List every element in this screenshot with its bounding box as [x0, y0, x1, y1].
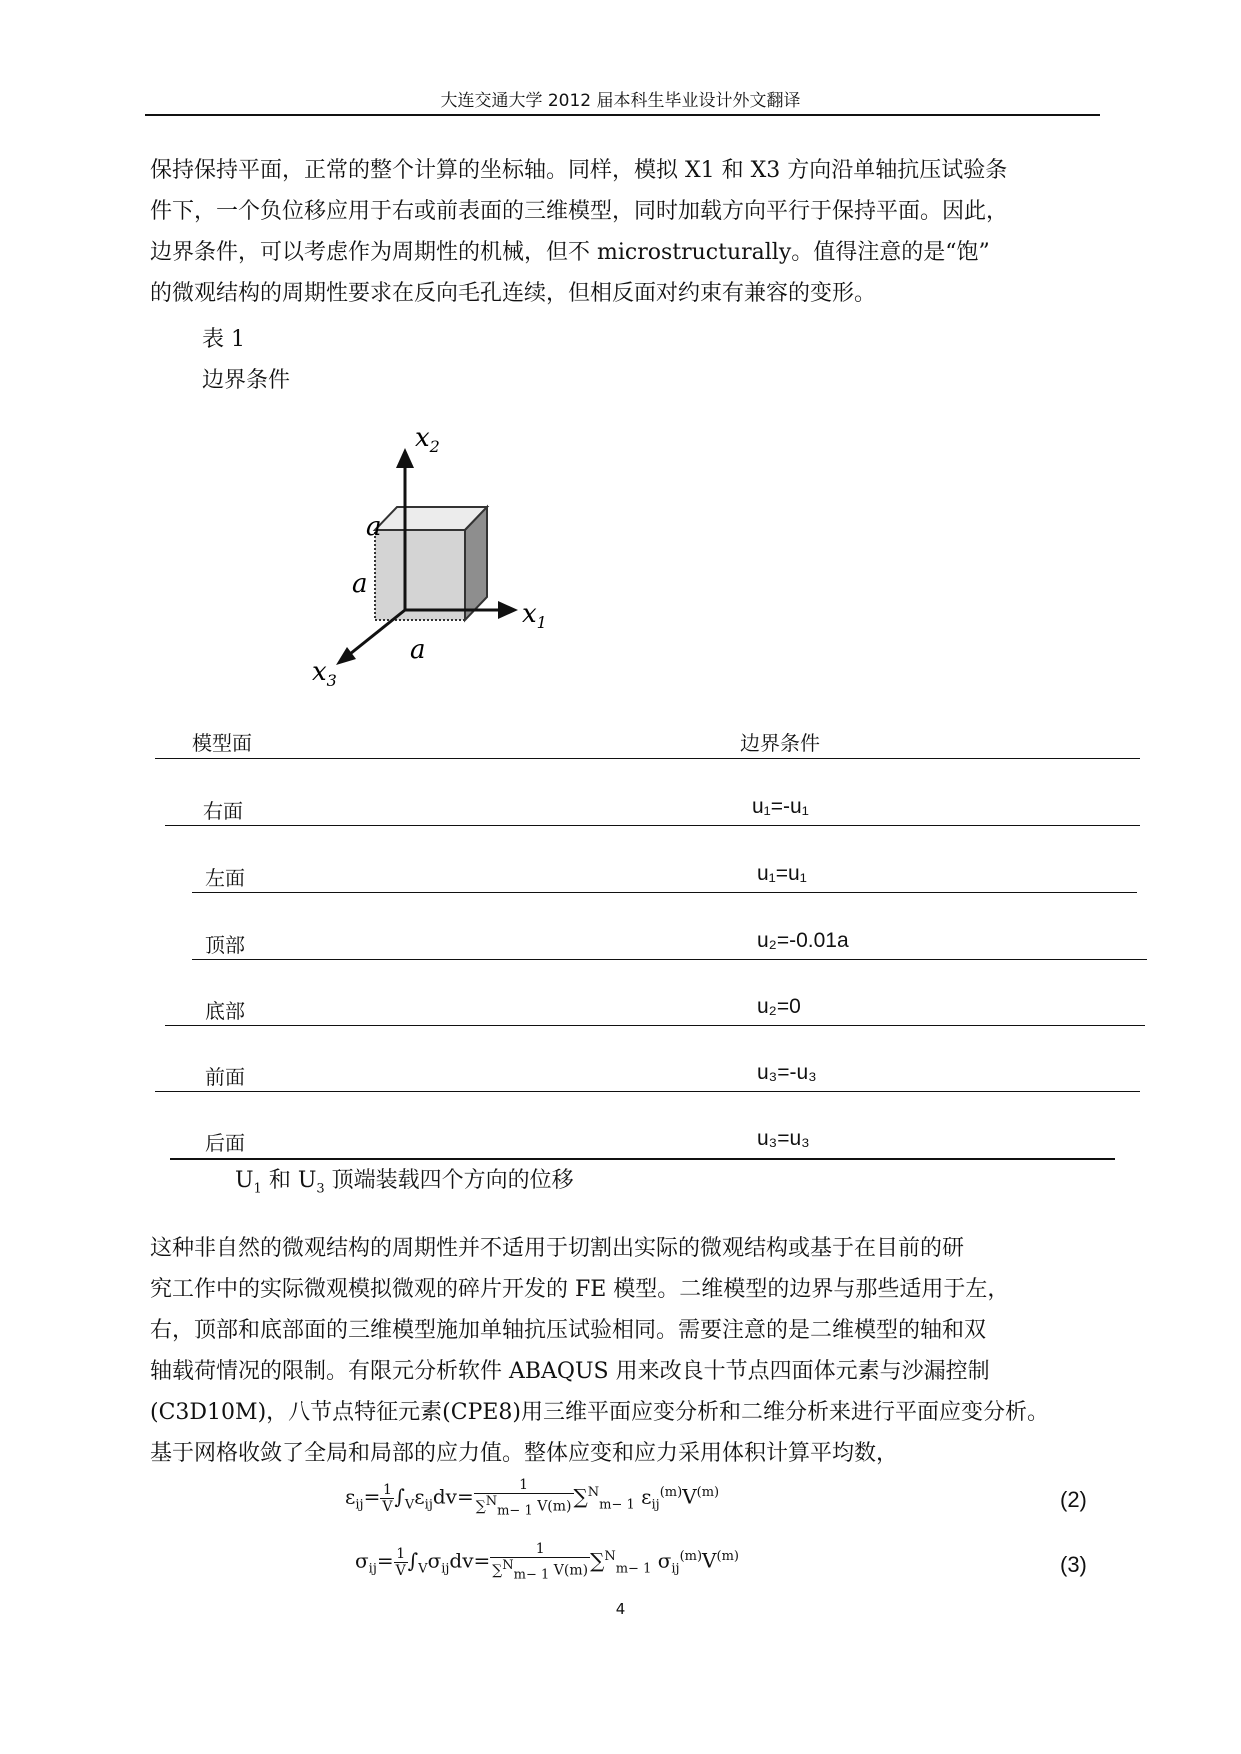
row-face-front: 前面	[205, 1065, 245, 1089]
paragraph-2	[150, 1228, 1100, 1474]
row-rule	[165, 1025, 1145, 1026]
text-line: 边界条件，可以考虑作为周期性的机械，但不 microstructurally。值得注意的是“饱”	[150, 240, 990, 265]
table-number: 表 1	[202, 327, 245, 352]
equation-number-3: (3)	[1060, 1552, 1087, 1577]
row-face-bottom: 底部	[205, 999, 245, 1023]
axis-x2-arrowhead	[396, 448, 414, 468]
cube-figure	[300, 420, 600, 710]
row-face-left: 左面	[205, 866, 245, 890]
table-footnote: $U_1$ 和 $U_3$ 顶端装载四个方向的位移	[235, 1168, 574, 1197]
equation-strain: $\varepsilon_{ij}=$ $\frac{1}{V}$ $\int_V\varepsilon_{ij}dv=$ $\frac{1}{\sum^N_{m- 1} V(m)}$ ∑$^N_{m- 1}$ $\varepsilon_{ij}^{(m)}V^{(m)}$	[345, 1477, 720, 1519]
text-line: 究工作中的实际微观模拟微观的碎片开发的 FE 模型。二维模型的边界与那些适用于左，	[150, 1277, 1010, 1302]
row-face-right: 右面	[203, 799, 243, 823]
text-line: 这种非自然的微观结构的周期性并不适用于切割出实际的微观结构或基于在目前的研	[150, 1236, 965, 1261]
page-header: 大连交通大学 2012 届本科生毕业设计外文翻译	[440, 91, 801, 111]
row-rule	[165, 825, 1140, 826]
row-rule	[192, 959, 1147, 960]
equation-number-2: (2)	[1060, 1487, 1087, 1512]
x3-label: $x_3$	[312, 657, 337, 690]
x2-label: $x_2$	[415, 423, 440, 456]
table-header-face: 模型面	[192, 731, 252, 755]
equation-stress: $\sigma_{ij}=$ $\frac{1}{V}$ $\int_V\sigma_{ij}dv=$ $\frac{1}{\sum^N_{m- 1} V(m)}$ ∑$^N_{m- 1}$ $\sigma_{ij}^{(m)}V^{(m)}$	[355, 1541, 739, 1583]
row-cond-left: u₁=u₁	[757, 862, 807, 885]
x1-label: $x_1$	[522, 599, 547, 632]
row-cond-bottom: u₂=0	[757, 995, 801, 1018]
row-cond-right: u₁=-u₁	[752, 795, 809, 818]
row-rule	[155, 1091, 1140, 1092]
row-cond-front: u₃=-u₃	[757, 1061, 817, 1084]
page-number: 4	[615, 1600, 626, 1618]
edge-label-left: a	[352, 569, 368, 599]
text-line: 基于网格收敛了全局和局部的应力值。整体应变和应力采用体积计算平均数，	[150, 1441, 899, 1466]
cube-front-face	[375, 530, 465, 620]
table-title: 边界条件	[202, 368, 291, 393]
table-bottom-rule	[170, 1158, 1115, 1160]
text-line: 件下，一个负位移应用于右或前表面的三维模型，同时加载方向平行于保持平面。因此，	[150, 199, 1009, 224]
row-face-back: 后面	[205, 1131, 245, 1155]
text-line: 保持保持平面，正常的整个计算的坐标轴。同样，模拟 X1 和 X3 方向沿单轴抗压试验条	[150, 158, 1008, 183]
header-rule	[145, 114, 1100, 116]
text-line: 右，顶部和底部面的三维模型施加单轴抗压试验相同。需要注意的是二维模型的轴和双	[150, 1318, 987, 1343]
row-face-top: 顶部	[205, 933, 245, 957]
axis-x1-arrowhead	[498, 601, 518, 619]
row-rule	[192, 892, 1137, 893]
text-line: 的微观结构的周期性要求在反向毛孔连续，但相反面对约束有兼容的变形。	[150, 281, 877, 306]
text-line: (C3D10M)，八节点特征元素(CPE8)用三维平面应变分析和二维分析来进行平面应变分析。	[150, 1400, 1050, 1425]
edge-label-bottom: a	[410, 635, 426, 665]
table-header-rule	[155, 758, 1140, 759]
row-cond-back: u₃=u₃	[757, 1127, 810, 1150]
row-cond-top: u₂=-0.01a	[757, 929, 849, 952]
table-header-condition: 边界条件	[740, 731, 820, 755]
text-line: 轴载荷情况的限制。有限元分析软件 ABAQUS 用来改良十节点四面体元素与沙漏控制	[150, 1359, 990, 1384]
edge-label-top: a	[366, 512, 382, 542]
paragraph-1	[150, 150, 1100, 314]
